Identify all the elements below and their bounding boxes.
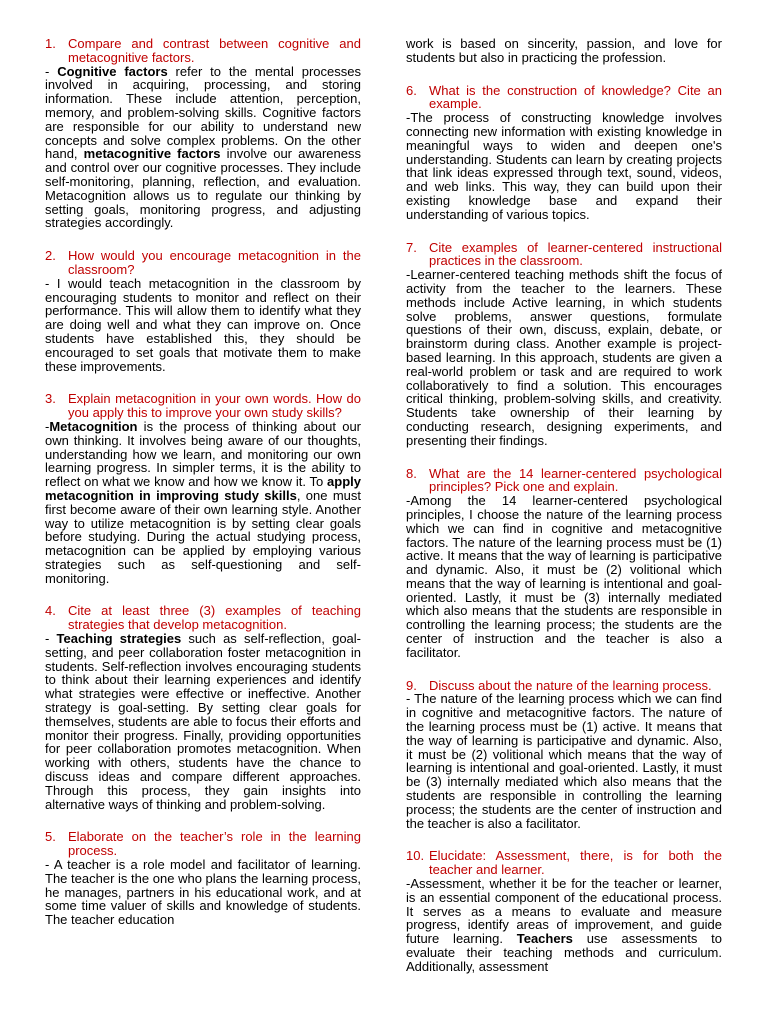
answer-text: - A teacher is a role model and facilitator of learning. The teacher is the one who plans the learning process, he manages, partners in his educational work, and at some time valuer of skills and knowledge of students. The teacher education xyxy=(45,857,361,928)
question-text: Cite examples of learner-centered instructional practices in the classroom. xyxy=(429,239,722,269)
question-number: 10. xyxy=(406,848,425,864)
qa-block xyxy=(406,241,722,448)
bold-term: apply metacognition in improving study skills xyxy=(45,474,361,503)
answer-paragraph xyxy=(406,877,722,974)
answer-paragraph xyxy=(406,268,722,447)
answer-text: involve our awareness and control over our cognitive processes. They include self-monitoring, planning, reflection, and evaluation. Metacognition allows us to regulate our thinking by setting goals, monitoring progress, and adjusting strategies accordingly. xyxy=(45,146,361,231)
question-number: 7. xyxy=(406,239,417,255)
question-text: Cite at least three (3) examples of teaching strategies that develop metacognition. xyxy=(68,603,361,633)
question-text: How would you encourage metacognition in the classroom? xyxy=(68,248,361,277)
question-number: 9. xyxy=(406,677,417,693)
answer-paragraph xyxy=(45,632,361,811)
question-number: 3. xyxy=(45,391,56,407)
answer-text: -Among the 14 learner-centered psychological principles, I choose the nature of the learning process which we can find in cognitive and metacognitive factors. The nature of the learning process must be (1) active. It means that the way of learning is participative and dynamic. Also, it must be (2) volitional which means that the way of learning is intentional and goal-oriented. Lastly, it must be (3) internally mediated which also means that the students are responsible in controlling the learning process; the students are the center of instruction and the teacher is also a facilitator. xyxy=(406,493,722,660)
qa-block xyxy=(406,467,722,660)
answer-paragraph xyxy=(406,37,722,65)
qa-block xyxy=(406,84,722,222)
answer-text: use assessments to evaluate their teaching methods and curriculum. Additionally, assessment xyxy=(406,931,722,974)
answer-paragraph xyxy=(45,65,361,231)
question-text: What is the construction of knowledge? Cite an example. xyxy=(429,82,722,112)
question-text: Compare and contrast between cognitive and metacognitive factors. xyxy=(68,36,361,65)
answer-paragraph xyxy=(45,858,361,927)
qa-block xyxy=(406,849,722,973)
question xyxy=(406,679,722,693)
answer-text: - xyxy=(45,631,57,647)
question xyxy=(45,392,361,420)
question xyxy=(406,467,722,495)
answer-paragraph xyxy=(45,277,361,374)
question-number: 1. xyxy=(45,36,56,51)
question-text: Explain metacognition in your own words. How do you apply this to improve your own study skills? xyxy=(68,391,361,421)
question-text: Discuss about the nature of the learning process. xyxy=(429,677,712,693)
question xyxy=(406,241,722,269)
answer-text: refer to the mental processes involved in acquiring, processing, and storing information. These include attention, perception, memory, and problem-solving skills. Cognitive factors are responsible for our ability to understand new concepts and solve complex problems. On the other hand, xyxy=(45,63,361,162)
answer-text: - xyxy=(45,418,50,434)
question-number: 6. xyxy=(406,82,417,98)
bold-term: metacognitive factors xyxy=(83,146,221,162)
answer-text: -The process of constructing knowledge involves connecting new information with existing knowledge in meaningful ways to widen and deepen one's understanding. Students can learn by creating projects that link ideas expressed through text, sound, videos, and web links. This way, they can build upon their existing knowledge base and expand their understanding of various topics. xyxy=(406,110,722,222)
answer-text: - xyxy=(45,63,58,79)
question xyxy=(406,849,722,877)
answer-text: - I would teach metacognition in the classroom by encouraging students to monitor and reflect on their performance. This will allow them to identify what they are doing well and what they can improve on. Once students have established this, they should be encouraged to set goals that motivate them to make these improvements. xyxy=(45,275,361,374)
question xyxy=(406,84,722,112)
left-column xyxy=(45,37,361,946)
qa-block xyxy=(45,392,361,585)
answer-text: is the process of thinking about our own thinking. It involves being aware of our thoughts, understanding how we learn, and monitoring our own learning progress. In simpler terms, it is the ability to reflect on what we know and how we know it. To xyxy=(45,418,361,490)
answer-text: -Learner-centered teaching methods shift the focus of activity from the teacher to the learners. These methods include Active learning, in which students solve problems, answer questions, formulate questions of their own, discuss, explain, debate, or brainstorm during class. Another example is project-based learning. In this approach, students are given a real-world problem or task and are required to work collaboratively to find a solution. This encourages critical thinking, problem-solving skills, and creativity. Students take ownership of their learning by conducting research, designing experiments, and presenting their findings. xyxy=(406,267,722,448)
question-text: What are the 14 learner-centered psychological principles? Pick one and explain. xyxy=(429,465,722,495)
answer-paragraph xyxy=(406,111,722,221)
answer-text: work is based on sincerity, passion, and love for students but also in practicing the profession. xyxy=(406,36,722,65)
qa-block xyxy=(406,679,722,831)
question-text: Elaborate on the teacher’s role in the learning process. xyxy=(68,829,361,859)
answer-text: such as self-reflection, goal-setting, and peer collaboration foster metacognition in students. Self-reflection involves encouraging students to think about their learning experiences and identify what strategies were effective or ineffective. Another strategy is goal-setting. By setting clear goals for themselves, students are able to focus their efforts and monitor their progress. Finally, providing opportunities for peer collaboration promotes metacognition. When working with others, students have the chance to discuss ideas and compare different approaches. Through this process, they gain insights into alternative ways of thinking and problem-solving. xyxy=(45,631,361,812)
bold-term: Teachers xyxy=(516,931,573,947)
right-column xyxy=(406,37,722,993)
question xyxy=(45,604,361,632)
answer-paragraph xyxy=(45,420,361,586)
question-number: 4. xyxy=(45,603,56,619)
question xyxy=(45,249,361,277)
question xyxy=(45,37,361,65)
answer-paragraph xyxy=(406,494,722,660)
answer-text: - The nature of the learning process which we can find in cognitive and metacognitive factors. The nature of the learning process must be (1) active. It means that the way of learning is participative and dynamic. Also, it must be (2) volitional which means that the way of learning is intentional and goal-oriented. Lastly, it must be (3) internally mediated which also means that the students are responsible in controlling the learning process; the students are the center of instruction and the teacher is also a facilitator. xyxy=(406,691,722,831)
qa-block xyxy=(406,37,722,65)
answer-paragraph xyxy=(406,692,722,830)
question-number: 5. xyxy=(45,829,56,845)
bold-term: Metacognition xyxy=(49,418,138,434)
qa-block xyxy=(45,830,361,927)
question xyxy=(45,830,361,858)
bold-term: Cognitive factors xyxy=(57,63,168,79)
qa-block xyxy=(45,249,361,373)
answer-text: , one must first become aware of their own learning style. Another way to utilize metacognition is by setting clear goals before studying. During the actual studying process, metacognition can be applied by employing various strategies such as self-questioning and self-monitoring. xyxy=(45,487,361,586)
qa-block xyxy=(45,37,361,230)
question-number: 2. xyxy=(45,248,56,264)
qa-block xyxy=(45,604,361,811)
question-number: 8. xyxy=(406,465,417,481)
bold-term: Teaching strategies xyxy=(56,631,182,647)
question-text: Elucidate: Assessment, there, is for both the teacher and learner. xyxy=(429,848,722,878)
answer-text: -Assessment, whether it be for the teacher or learner, is an essential component of the educational process. It serves as a means to evaluate and measure progress, identify areas of improvement, and guide future learning. xyxy=(406,876,722,947)
